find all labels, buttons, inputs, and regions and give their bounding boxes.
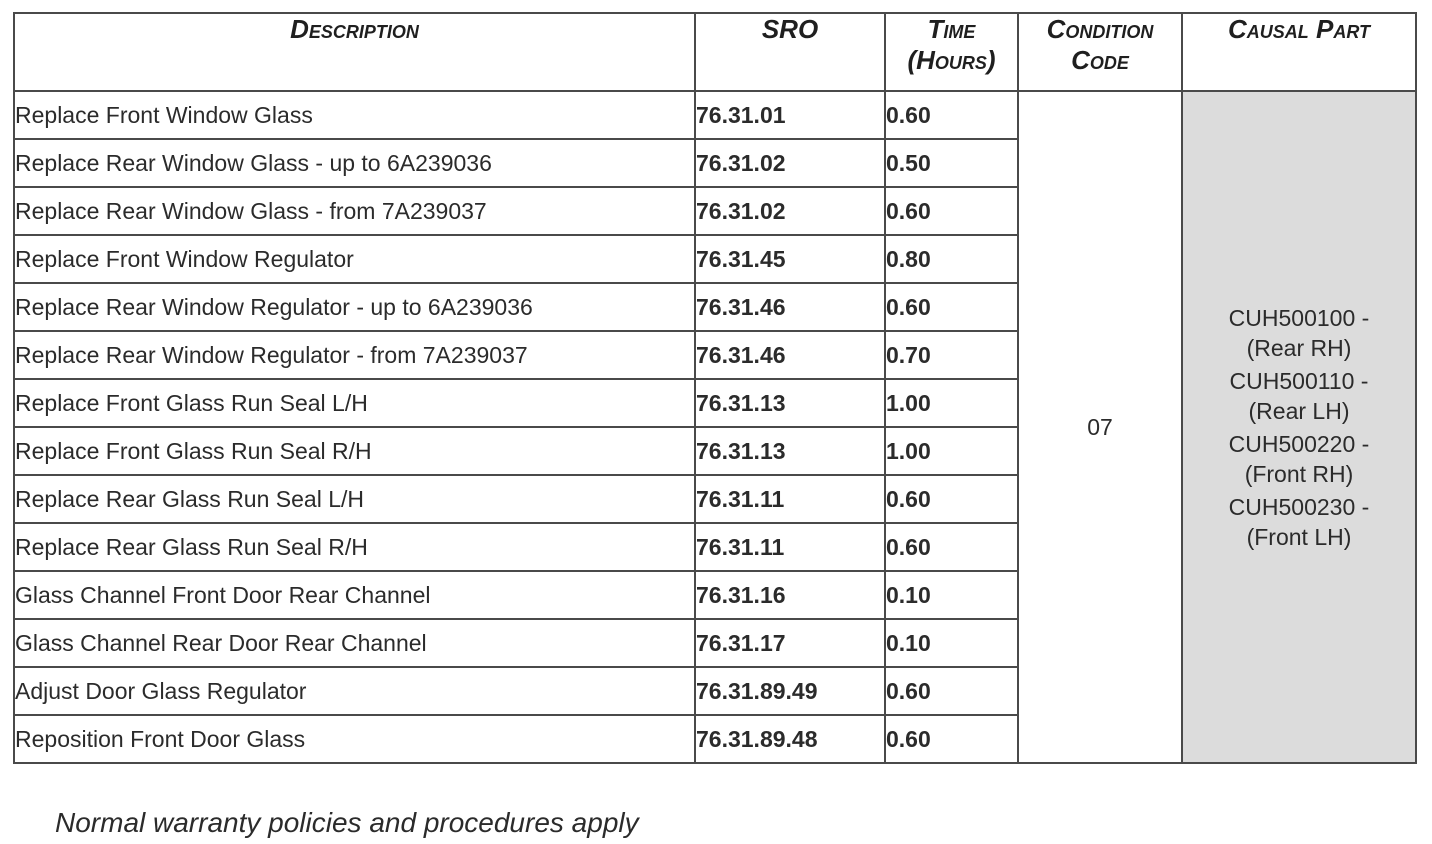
sro-cell: 76.31.11 bbox=[695, 475, 885, 523]
header-condition-code bbox=[1018, 13, 1182, 91]
description-cell: Replace Rear Glass Run Seal L/H bbox=[14, 475, 695, 523]
header-time bbox=[885, 13, 1018, 91]
description-cell: Replace Rear Window Glass - up to 6A239036 bbox=[14, 139, 695, 187]
sro-cell: 76.31.89.48 bbox=[695, 715, 885, 763]
description-cell: Replace Rear Window Regulator - from 7A239037 bbox=[14, 331, 695, 379]
time-cell: 0.60 bbox=[885, 91, 1018, 139]
sro-cell: 76.31.89.49 bbox=[695, 667, 885, 715]
sro-cell: 76.31.46 bbox=[695, 283, 885, 331]
causal-part-item bbox=[1183, 366, 1415, 426]
header-causal-part-label: Causal Part bbox=[1227, 14, 1370, 44]
time-cell: 0.10 bbox=[885, 619, 1018, 667]
causal-part-cell bbox=[1182, 91, 1416, 763]
table-body bbox=[14, 91, 1416, 763]
causal-part-number: CUH500230 - bbox=[1228, 493, 1370, 520]
time-cell: 0.80 bbox=[885, 235, 1018, 283]
sro-cell: 76.31.13 bbox=[695, 379, 885, 427]
header-code-label: Code bbox=[1071, 45, 1129, 75]
time-cell: 1.00 bbox=[885, 379, 1018, 427]
sro-cell: 76.31.46 bbox=[695, 331, 885, 379]
header-row bbox=[14, 13, 1416, 91]
time-cell: 0.60 bbox=[885, 523, 1018, 571]
sro-cell: 76.31.02 bbox=[695, 187, 885, 235]
time-cell: 1.00 bbox=[885, 427, 1018, 475]
header-condition-label: Condition bbox=[1046, 14, 1154, 44]
header-sro-label: SRO bbox=[761, 14, 819, 44]
time-cell: 0.70 bbox=[885, 331, 1018, 379]
header-sro bbox=[695, 13, 885, 91]
table-row bbox=[14, 91, 1416, 139]
sro-cell: 76.31.45 bbox=[695, 235, 885, 283]
header-time-label: Time bbox=[927, 14, 976, 44]
table-header bbox=[14, 13, 1416, 91]
footer-note: Normal warranty policies and procedures apply bbox=[55, 807, 639, 838]
description-cell: Reposition Front Door Glass bbox=[14, 715, 695, 763]
sro-cell: 76.31.02 bbox=[695, 139, 885, 187]
sro-cell: 76.31.17 bbox=[695, 619, 885, 667]
sro-table bbox=[13, 12, 1417, 764]
time-cell: 0.60 bbox=[885, 283, 1018, 331]
causal-part-item bbox=[1183, 492, 1415, 552]
causal-part-number: CUH500220 - bbox=[1228, 430, 1370, 457]
causal-part-position: (Front LH) bbox=[1246, 523, 1352, 550]
sro-cell: 76.31.01 bbox=[695, 91, 885, 139]
description-cell: Glass Channel Rear Door Rear Channel bbox=[14, 619, 695, 667]
header-causal-part bbox=[1182, 13, 1416, 91]
causal-part-position: (Rear LH) bbox=[1248, 397, 1350, 424]
sro-cell: 76.31.16 bbox=[695, 571, 885, 619]
time-cell: 0.10 bbox=[885, 571, 1018, 619]
header-description-label: Description bbox=[290, 14, 419, 44]
sro-cell: 76.31.11 bbox=[695, 523, 885, 571]
header-time-unit: (Hours) bbox=[907, 45, 996, 75]
description-cell: Replace Rear Glass Run Seal R/H bbox=[14, 523, 695, 571]
description-cell: Replace Rear Window Glass - from 7A239037 bbox=[14, 187, 695, 235]
description-cell: Replace Rear Window Regulator - up to 6A239036 bbox=[14, 283, 695, 331]
time-cell: 0.50 bbox=[885, 139, 1018, 187]
description-cell: Replace Front Glass Run Seal R/H bbox=[14, 427, 695, 475]
causal-part-number: CUH500110 - bbox=[1229, 367, 1369, 394]
time-cell: 0.60 bbox=[885, 187, 1018, 235]
condition-code-cell: 07 bbox=[1018, 91, 1182, 763]
description-cell: Replace Front Glass Run Seal L/H bbox=[14, 379, 695, 427]
description-cell: Replace Front Window Regulator bbox=[14, 235, 695, 283]
description-cell: Replace Front Window Glass bbox=[14, 91, 695, 139]
header-description bbox=[14, 13, 695, 91]
description-cell: Adjust Door Glass Regulator bbox=[14, 667, 695, 715]
time-cell: 0.60 bbox=[885, 475, 1018, 523]
description-cell: Glass Channel Front Door Rear Channel bbox=[14, 571, 695, 619]
causal-part-item bbox=[1183, 429, 1415, 489]
time-cell: 0.60 bbox=[885, 715, 1018, 763]
causal-part-position: (Rear RH) bbox=[1246, 334, 1352, 361]
causal-part-number: CUH500100 - bbox=[1228, 304, 1370, 331]
time-cell: 0.60 bbox=[885, 667, 1018, 715]
causal-part-item bbox=[1183, 303, 1415, 363]
sro-cell: 76.31.13 bbox=[695, 427, 885, 475]
causal-part-position: (Front RH) bbox=[1244, 460, 1354, 487]
